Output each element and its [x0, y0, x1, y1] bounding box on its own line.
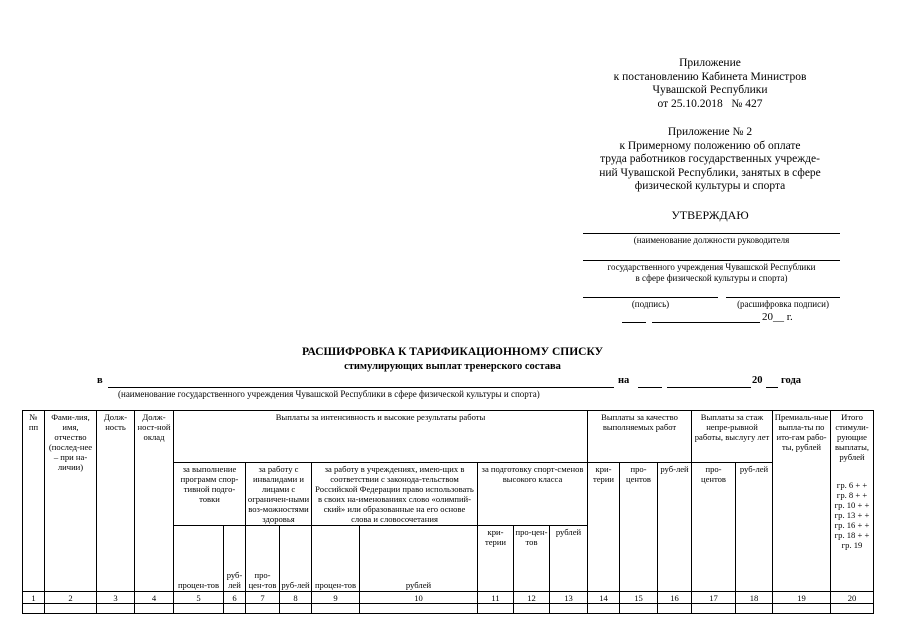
col-number: 18 — [736, 592, 773, 604]
col-number: 5 — [174, 592, 224, 604]
col-number: 7 — [246, 592, 280, 604]
date-year: 20__ г. — [762, 311, 793, 323]
col-rub-t-header: рублей — [550, 526, 588, 592]
signature-line — [583, 297, 718, 298]
position-caption: (наименование должности руководителя — [633, 235, 790, 245]
col-number: 14 — [588, 592, 620, 604]
appendix-2-header — [572, 126, 848, 194]
col-position-header: Долж-ность — [97, 411, 135, 592]
col-percent-o-header: процен-тов — [312, 526, 360, 592]
title-in: в — [97, 375, 103, 386]
col-rub-o-header: рублей — [360, 526, 478, 592]
title-year-line — [766, 387, 778, 388]
col-rub-p-header: руб-лей — [224, 526, 246, 592]
col-number: 20 — [831, 592, 874, 604]
col-rub-d-header: руб-лей — [280, 526, 312, 592]
appendix2-line: физической культуры и спорта — [634, 180, 786, 192]
col-number: 1 — [23, 592, 45, 604]
col-rub-q-header: руб-лей — [658, 463, 692, 592]
document-title: РАСШИФРОВКА К ТАРИФИКАЦИОННОМУ СПИСКУ — [301, 346, 604, 358]
col-seniority-header: Выплаты за стаж непре-рывной работы, выслугу лет — [692, 411, 773, 463]
institution-name-line — [108, 387, 614, 388]
institution-line — [583, 260, 840, 261]
appendix-line: Чувашской Республики — [652, 84, 768, 96]
title-year-suffix: года — [781, 375, 802, 386]
col-number: 19 — [773, 592, 831, 604]
title-on: на — [618, 375, 630, 386]
appendix2-line: Приложение № 2 — [667, 126, 753, 138]
col-number: 4 — [135, 592, 174, 604]
col-number: 15 — [620, 592, 658, 604]
institution-caption-2: в сфере физической культуры и спорта) — [635, 273, 788, 283]
col-number: 9 — [312, 592, 360, 604]
col-number: 3 — [97, 592, 135, 604]
appendix-header — [580, 57, 840, 111]
col-number: 13 — [550, 592, 588, 604]
approve-heading: УТВЕРЖДАЮ — [671, 208, 749, 222]
col-number: 16 — [658, 592, 692, 604]
col-no-header: № пп — [23, 411, 45, 592]
institution-name-caption: (наименование государственного учреждения Чувашской Республики в сфере физической культуры и спорта) — [118, 389, 540, 399]
date-month-line — [652, 322, 760, 323]
col-number: 17 — [692, 592, 736, 604]
tariff-table — [22, 410, 874, 614]
col-number: 2 — [45, 592, 97, 604]
total-formula: гр. 6 + + гр. 8 + + гр. 10 + + гр. 13 + + гр. 16 + + гр. 18 + + гр. 19 — [834, 480, 870, 550]
appendix-line: к постановлению Кабинета Министров — [613, 70, 807, 83]
col-name-header: Фами-лия, имя, отчество (послед-нее – при на-личии) — [45, 411, 97, 592]
appendix2-line: ний Чувашской Республики, занятых в сфере — [599, 166, 821, 179]
appendix2-line: труда работников государственных учрежде- — [600, 153, 820, 165]
date-day-line — [622, 322, 646, 323]
col-disabled-header: за работу с инвалидами и лицами с ограничен-ными воз-можностями здоровья — [246, 463, 312, 526]
title-year-prefix: 20 — [752, 375, 763, 386]
decoding-caption: (расшифровка подписи) — [737, 299, 829, 309]
col-training-header: за подготовку спорт-сменов высокого класса — [478, 463, 588, 526]
col-rub-s-header: руб-лей — [736, 463, 773, 592]
col-number: 6 — [224, 592, 246, 604]
col-percent-s-header: про-центов — [692, 463, 736, 592]
col-criteria-t-header: кри-терии — [478, 526, 514, 592]
decoding-line — [726, 297, 840, 298]
appendix-line: от 25.10.2018 № 427 — [657, 97, 763, 110]
title-day-line — [638, 387, 662, 388]
col-total-header — [831, 411, 874, 592]
title-month-line — [667, 387, 751, 388]
col-bonus-header: Премиаль-ные выпла-ты по ито-гам рабо-ты, рублей — [773, 411, 831, 592]
institution-caption-1: государственного учреждения Чувашской Республики — [607, 262, 816, 272]
appendix-line: Приложение — [679, 57, 741, 69]
col-percent-p-header: процен-тов — [174, 526, 224, 592]
document-subtitle: стимулирующих выплат тренерского состава — [344, 361, 561, 372]
col-number: 11 — [478, 592, 514, 604]
col-salary-header: Долж-ност-ной оклад — [135, 411, 174, 592]
appendix2-line: к Примерному положению об оплате — [619, 139, 801, 152]
col-programs-header: за выполнение программ спор-тивной подго-товки — [174, 463, 246, 526]
col-percent-t-header: про-цен-тов — [514, 526, 550, 592]
total-label: Итого стимули-рующие выплаты, рублей — [835, 412, 869, 462]
col-number: 10 — [360, 592, 478, 604]
column-numbers-row — [23, 592, 874, 604]
col-quality-header: Выплаты за качество выполняемых работ — [588, 411, 692, 463]
col-percent-q-header: про-центов — [620, 463, 658, 592]
col-percent-d-header: про-цен-тов — [246, 526, 280, 592]
position-line — [583, 233, 840, 234]
col-intensity-header: Выплаты за интенсивность и высокие результаты работы — [174, 411, 588, 463]
col-number: 12 — [514, 592, 550, 604]
table-row — [23, 604, 874, 614]
col-criteria-q-header: кри-терии — [588, 463, 620, 592]
col-olympic-header: за работу в учреждениях, имею-щих в соответствии с законода-тельством Российской Федерации право использовать в своих на-именованиях слово «олимпий-ский» или образованные на его основе слова и словосочетания — [312, 463, 478, 526]
col-number: 8 — [280, 592, 312, 604]
signature-caption: (подпись) — [631, 299, 670, 309]
